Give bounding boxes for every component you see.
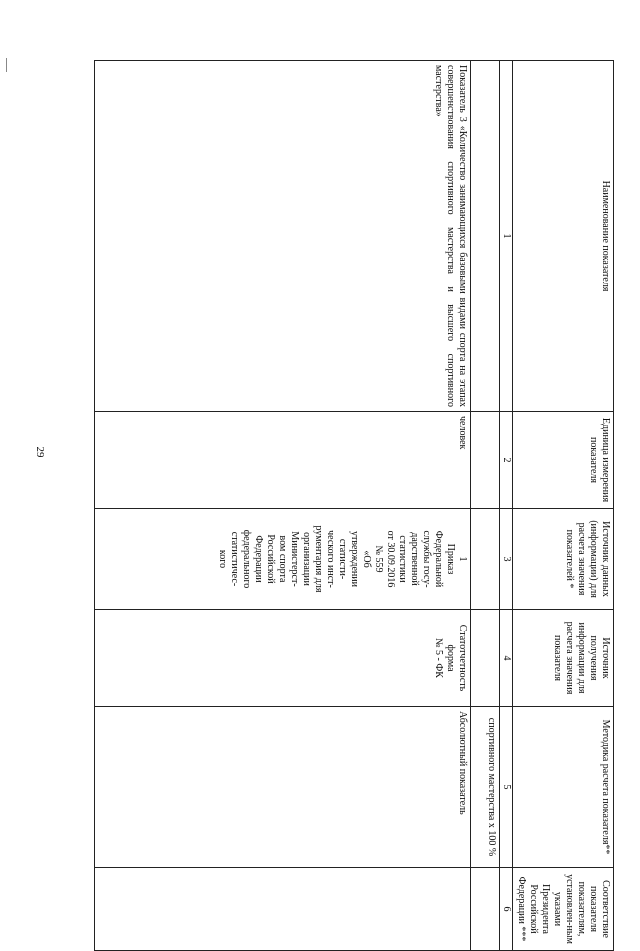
continuation-cell-6 xyxy=(471,868,500,951)
header-info-source: Источник получения информации для расчета значения показателя xyxy=(513,610,614,707)
indicator-table-container xyxy=(94,60,614,944)
data-source-line: организации xyxy=(301,532,312,586)
data-source-line: Приказ xyxy=(445,543,456,575)
header-indicator-name: Наименование показателя xyxy=(513,61,614,412)
data-source-line: дарственной xyxy=(409,532,420,586)
header-unit: Единица измерения показателя xyxy=(513,412,614,509)
data-source-line: 1 xyxy=(457,556,468,562)
column-number-6: 6 xyxy=(500,868,513,951)
indicator-info-source xyxy=(95,610,471,707)
data-source-line: Российской xyxy=(265,534,276,584)
header-data-source: Источник данных (информации) для расчета значения показателей * xyxy=(513,509,614,610)
indicator-row xyxy=(95,61,471,951)
column-number-5: 5 xyxy=(500,707,513,868)
data-source-line: Федерации xyxy=(253,535,264,583)
column-number-2: 2 xyxy=(500,412,513,509)
indicator-data-source xyxy=(95,509,471,610)
data-source-line: статисти- xyxy=(337,538,348,580)
column-number-4: 4 xyxy=(500,610,513,707)
info-source-line: Статотчетность xyxy=(457,624,468,692)
data-source-line: федерального xyxy=(241,529,252,589)
continuation-cell-3 xyxy=(471,509,500,610)
info-source-line: № 5 - ФК xyxy=(433,638,444,678)
indicator-compliance xyxy=(95,868,471,951)
indicator-name: Показатель 3 «Количество занимающихся базовыми видами спорта на этапах совершенствования спортивного мастерства и высшего спортивного мастерства» xyxy=(95,61,471,412)
data-source-line: утверждении xyxy=(349,531,360,587)
data-source-line: Федеральной xyxy=(433,530,444,588)
header-row xyxy=(513,61,614,951)
indicator-unit: человек xyxy=(95,412,471,509)
continuation-cell-2 xyxy=(471,412,500,509)
data-source-line: вом спорта xyxy=(277,535,288,583)
data-source-line: статистики xyxy=(397,535,408,583)
margin-mark xyxy=(6,58,7,72)
info-source-line: форма xyxy=(445,644,456,672)
data-source-line: рументария для xyxy=(313,525,324,593)
header-method: Методика расчета показателя** xyxy=(513,707,614,868)
continuation-method: спортивного мастерства х 100 % xyxy=(471,707,500,868)
indicator-method: Абсолютный показатель xyxy=(95,707,471,868)
data-source-line: кого xyxy=(217,549,228,569)
continuation-cell-1 xyxy=(471,61,500,412)
data-source-line: статистичес- xyxy=(229,531,240,587)
continuation-cell-4 xyxy=(471,610,500,707)
column-number-1: 1 xyxy=(500,61,513,412)
indicator-table xyxy=(94,60,614,951)
data-source-line: от 30.09.2016 xyxy=(385,530,396,588)
data-source-line: ческого инст- xyxy=(325,530,336,588)
page-number: 29 xyxy=(34,446,46,458)
data-source-line: № 559 xyxy=(373,545,384,573)
data-source-line: службы госу- xyxy=(421,530,432,588)
rotated-page xyxy=(94,60,614,944)
data-source-line: «Об xyxy=(361,550,372,568)
header-compliance: Соответствие показателя показателям, установлен-ным указами Президента Российской Федерации *** xyxy=(513,868,614,951)
column-number-row xyxy=(500,61,513,951)
column-number-3: 3 xyxy=(500,509,513,610)
continuation-row xyxy=(471,61,500,951)
data-source-line: Министерст- xyxy=(289,531,300,587)
